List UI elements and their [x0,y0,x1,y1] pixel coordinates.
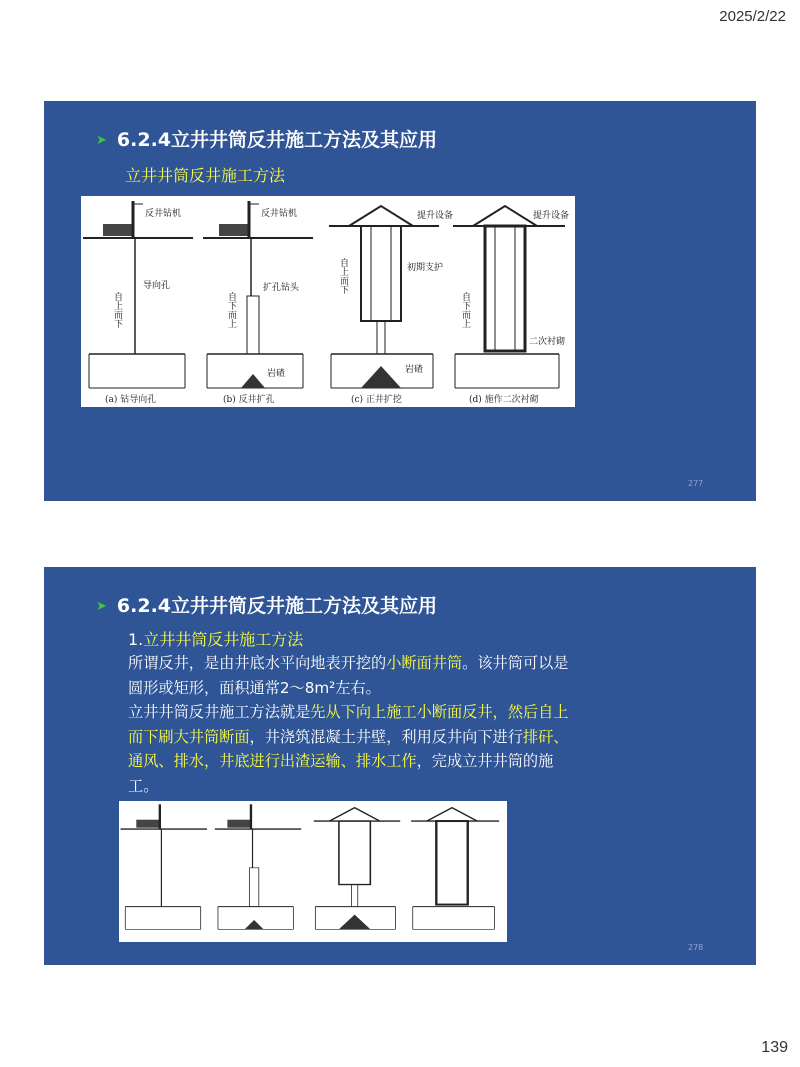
panel-caption: (c) 正井扩挖 [351,395,402,405]
shaft-construction-figure [81,196,575,407]
diagram-label: 自上而下 [338,258,348,294]
diagram-label: 初期支护 [407,263,444,273]
headframe-icon [349,206,413,226]
shaft-construction-diagram [81,196,575,407]
diagram-label: 反井钻机 [145,209,182,219]
panel-a [121,804,207,929]
diagram-label: 反井钻机 [261,209,298,219]
text-run: 。该井筒可以是圆形或矩形，面积通常2～8m²左右。 [128,654,569,697]
panel-caption: (b) 反井扩孔 [223,395,275,405]
point-number: 1. [128,630,144,649]
text-run: ，完成立井井筒的施工。 [128,752,554,795]
page-date: 2025/2/22 [719,8,786,25]
slide-title-text: 6.2.4立井井筒反井施工方法及其应用 [116,595,438,617]
diagram-label: 扩孔钻头 [263,283,300,293]
text-run: ，井浇筑混凝土井壁，利用反井向下进行 [249,727,523,746]
rock-pile-icon [241,374,265,388]
highlight-run: 小断面井筒 [386,654,463,672]
diagram-label: 提升设备 [417,211,454,221]
diagram-label: 自下而上 [226,292,236,328]
panel-caption: (d) 施作二次衬砌 [469,395,539,405]
panel-caption: (a) 钻导向孔 [105,395,157,405]
panel-b [203,201,313,405]
panel-b [215,804,301,929]
rock-pile-icon [361,366,401,388]
paragraph-method [80,700,580,798]
slide-number: 277 [688,479,704,488]
panel-d [411,808,499,930]
diagram-label: 岩碴 [405,365,424,375]
highlight-run: 排矸、通风、排水，井底进行出渣运输、排水工作 [128,727,569,770]
panel-c [329,206,453,405]
point-heading-text: 立井井筒反井施工方法 [143,630,304,649]
diagram-label: 导向孔 [143,281,171,291]
arrow-bullet-icon: ➤ [96,599,107,614]
paragraph-definition [80,651,580,700]
arrow-bullet-icon: ➤ [96,133,107,148]
drill-rig-icon [103,224,133,236]
slide-number: 278 [688,943,704,952]
panel-c [314,808,400,930]
slide-title [96,125,437,152]
slide-title [96,591,437,618]
diagram-label: 岩碴 [267,369,286,379]
diagram-label: 提升设备 [533,211,570,221]
page-number: 139 [761,1039,788,1056]
slide-277 [44,101,756,501]
highlight-run: 先从下向上施工小断面反井，然后自上而下刷大井筒断面 [128,703,569,746]
shaft-construction-figure-small [119,801,507,942]
headframe-icon [473,206,537,226]
shaft-construction-diagram [119,801,507,942]
slide-subtitle: 立井井筒反井施工方法 [125,166,286,185]
diagram-label: 自下而上 [460,292,470,328]
slide-title-text: 6.2.4立井井筒反井施工方法及其应用 [116,129,438,151]
slide-body [80,651,580,798]
diagram-label: 自上而下 [112,292,122,328]
diagram-label: 二次衬砌 [529,337,566,347]
slide-278 [44,567,756,965]
panel-a [83,201,193,405]
point-heading [128,627,303,650]
drill-rig-icon [219,224,249,236]
panel-d [453,206,569,405]
text-run: 所谓反井，是由井底水平向地表开挖的 [128,654,387,672]
text-run: 立井井筒反井施工方法就是 [128,703,311,721]
